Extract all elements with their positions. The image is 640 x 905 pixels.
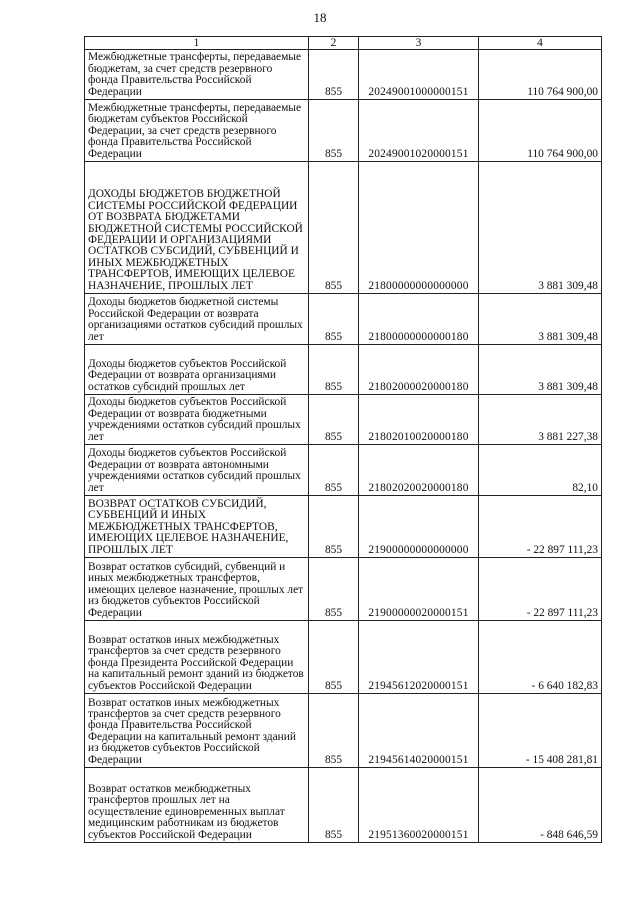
admin-code: 855: [309, 694, 359, 768]
amount: - 22 897 111,23: [479, 496, 602, 558]
admin-code: 855: [309, 496, 359, 558]
budget-classification-code: 21945612020000151: [359, 621, 479, 694]
column-header-2: 2: [309, 37, 359, 50]
amount: 3 881 309,48: [479, 294, 602, 345]
amount: 110 764 900,00: [479, 50, 602, 100]
table-row: [85, 100, 602, 162]
table-row: [85, 294, 602, 345]
amount: - 6 640 182,83: [479, 621, 602, 694]
column-header-3: 3: [359, 37, 479, 50]
amount: 3 881 227,38: [479, 395, 602, 445]
table-row: [85, 768, 602, 843]
table-row: [85, 162, 602, 294]
row-description: ДОХОДЫ БЮДЖЕТОВ БЮДЖЕТНОЙ СИСТЕМЫ РОССИЙСКОЙ ФЕДЕРАЦИИ ОТ ВОЗВРАТА БЮДЖЕТАМИ БЮДЖЕТНОЙ СИСТЕМЫ РОССИЙСКОЙ ФЕДЕРАЦИИ И ОРГАНИЗАЦИЯМИ ОСТАТКОВ СУБСИДИЙ, СУБВЕНЦИЙ И ИНЫХ МЕЖБЮДЖЕТНЫХ ТРАНСФЕРТОВ, ИМЕЮЩИХ ЦЕЛЕВОЕ НАЗНАЧЕНИЕ, ПРОШЛЫХ ЛЕТ: [85, 162, 309, 294]
budget-classification-code: 21900000000000000: [359, 496, 479, 558]
admin-code: 855: [309, 162, 359, 294]
row-description: Доходы бюджетов субъектов Российской Федерации от возврата организациями остатков субсидий прошлых лет: [85, 345, 309, 395]
amount: - 15 408 281,81: [479, 694, 602, 768]
column-header-4: 4: [479, 37, 602, 50]
budget-classification-code: 20249001000000151: [359, 50, 479, 100]
budget-classification-code: 21800000000000180: [359, 294, 479, 345]
row-description: Межбюджетные трансферты, передаваемые бюджетам субъектов Российской Федерации, за счет средств резервного фонда Правительства Российской Федерации: [85, 100, 309, 162]
row-description: ВОЗВРАТ ОСТАТКОВ СУБСИДИЙ, СУБВЕНЦИЙ И ИНЫХ МЕЖБЮДЖЕТНЫХ ТРАНСФЕРТОВ, ИМЕЮЩИХ ЦЕЛЕВОЕ НАЗНАЧЕНИЕ, ПРОШЛЫХ ЛЕТ: [85, 496, 309, 558]
amount: 3 881 309,48: [479, 345, 602, 395]
amount: - 22 897 111,23: [479, 558, 602, 621]
admin-code: 855: [309, 768, 359, 843]
admin-code: 855: [309, 100, 359, 162]
budget-revenue-table: [84, 36, 602, 843]
table-row: [85, 694, 602, 768]
column-header-1: 1: [85, 37, 309, 50]
admin-code: 855: [309, 294, 359, 345]
column-number-row: [85, 37, 602, 50]
row-description: Возврат остатков иных межбюджетных трансфертов за счет средств резервного фонда Президента Российской Федерации на капитальный ремонт зданий из бюджетов субъектов Российской Федерации: [85, 621, 309, 694]
admin-code: 855: [309, 445, 359, 496]
budget-classification-code: 20249001020000151: [359, 100, 479, 162]
amount: 110 764 900,00: [479, 100, 602, 162]
table-row: [85, 496, 602, 558]
table-row: [85, 345, 602, 395]
admin-code: 855: [309, 621, 359, 694]
row-description: Доходы бюджетов субъектов Российской Федерации от возврата автономными учреждениями остатков субсидий прошлых лет: [85, 445, 309, 496]
admin-code: 855: [309, 345, 359, 395]
amount: 82,10: [479, 445, 602, 496]
budget-classification-code: 21802010020000180: [359, 395, 479, 445]
budget-classification-code: 21900000020000151: [359, 558, 479, 621]
table-row: [85, 558, 602, 621]
row-description: Доходы бюджетов бюджетной системы Российской Федерации от возврата организациями остатков субсидий прошлых лет: [85, 294, 309, 345]
budget-classification-code: 21945614020000151: [359, 694, 479, 768]
amount: - 848 646,59: [479, 768, 602, 843]
budget-classification-code: 21802020020000180: [359, 445, 479, 496]
amount: 3 881 309,48: [479, 162, 602, 294]
row-description: Возврат остатков субсидий, субвенций и иных межбюджетных трансфертов, имеющих целевое назначение, прошлых лет из бюджетов субъектов Российской Федерации: [85, 558, 309, 621]
admin-code: 855: [309, 395, 359, 445]
budget-classification-code: 21800000000000000: [359, 162, 479, 294]
row-description: Возврат остатков иных межбюджетных трансфертов за счет средств резервного фонда Правительства Российской Федерации на капитальный ремонт зданий из бюджетов субъектов Российской Федерации: [85, 694, 309, 768]
table-row: [85, 621, 602, 694]
table-row: [85, 50, 602, 100]
page-number: 18: [313, 10, 327, 25]
admin-code: 855: [309, 50, 359, 100]
table-row: [85, 395, 602, 445]
row-description: Доходы бюджетов субъектов Российской Федерации от возврата бюджетными учреждениями остатков субсидий прошлых лет: [85, 395, 309, 445]
admin-code: 855: [309, 558, 359, 621]
table-row: [85, 445, 602, 496]
budget-classification-code: 21802000020000180: [359, 345, 479, 395]
row-description: Возврат остатков межбюджетных трансфертов прошлых лет на осуществление единовременных выплат медицинским работникам из бюджетов субъектов Российской Федерации: [85, 768, 309, 843]
row-description: Межбюджетные трансферты, передаваемые бюджетам, за счет средств резервного фонда Правительства Российской Федерации: [85, 50, 309, 100]
budget-classification-code: 21951360020000151: [359, 768, 479, 843]
